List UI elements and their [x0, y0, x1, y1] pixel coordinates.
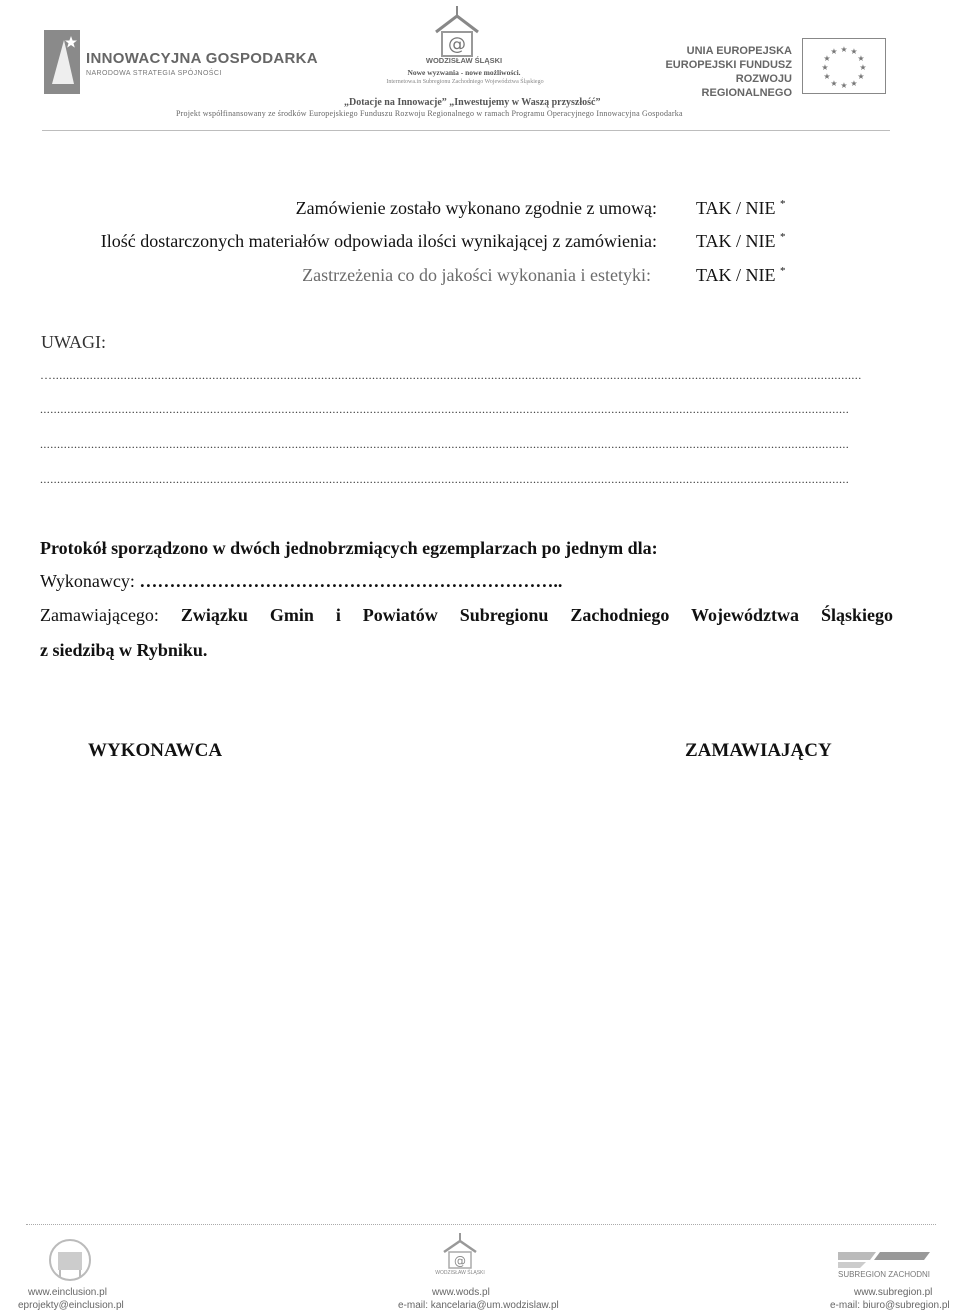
contractor-label: Wykonawcy: — [40, 571, 135, 591]
footer-divider — [26, 1224, 936, 1225]
question-answer: TAK / NIE * — [696, 265, 786, 285]
header-divider — [42, 130, 890, 131]
svg-text:★: ★ — [821, 63, 829, 72]
eu-flag-icon — [802, 38, 886, 94]
svg-text:★: ★ — [850, 47, 858, 56]
remarks-line: .............................................................................................................................................................................................................................................. — [40, 402, 850, 416]
remarks-line: .............................................................................................................................................................................................................................................. — [40, 472, 850, 486]
contractor-line — [40, 571, 562, 592]
footer-right-email[interactable]: e-mail: biuro@subregion.pl — [830, 1300, 950, 1311]
footer-left-email[interactable]: eprojekty@einclusion.pl — [18, 1300, 124, 1311]
project-slogan: „Dotacje na Innowacje” „Inwestujemy w Waszą przyszłość” — [344, 97, 601, 108]
orderer-label: Zamawiającego: — [40, 605, 159, 625]
orderer-line — [40, 605, 893, 626]
svg-text:★: ★ — [840, 81, 848, 90]
eu-line-3: ROZWOJU REGIONALNEGO — [701, 73, 792, 99]
wodzislaw-small-text: Internetowa.in Subregionu Zachodniego Województwa Śląskiego — [386, 79, 544, 85]
footer-center-site[interactable]: www.wods.pl — [432, 1287, 490, 1298]
wodzislaw-house-logo — [430, 4, 484, 60]
innowacyjna-gospodarka-logo — [44, 30, 80, 94]
signature-orderer: ZAMAWIAJĄCY — [685, 740, 832, 761]
wodzislaw-motto: Nowe wyzwania - nowe możliwości. — [407, 68, 521, 77]
innowacyjna-gospodarka-title: INNOWACYJNA GOSPODARKA — [86, 50, 318, 67]
remarks-label: UWAGI: — [41, 332, 106, 352]
innowacyjna-gospodarka-subtitle: NARODOWA STRATEGIA SPÓJNOŚCI — [86, 70, 222, 77]
subregion-logo-text: SUBREGION ZACHODNI — [837, 1270, 931, 1279]
footer-left-site[interactable]: www.einclusion.pl — [28, 1287, 107, 1298]
contractor-value: …………………………………………………………….. — [139, 571, 563, 591]
einclusion-logo — [40, 1238, 100, 1284]
svg-text:★: ★ — [830, 79, 838, 88]
question-label: Zamówienie zostało wykonano zgodnie z umową: — [295, 198, 657, 218]
eu-line-2: EUROPEJSKI FUNDUSZ — [665, 59, 792, 71]
wodzislaw-footer-logo — [440, 1232, 480, 1270]
svg-text:@: @ — [448, 34, 466, 55]
svg-text:★: ★ — [823, 72, 831, 81]
cofinancing-note: Projekt współfinansowany ze środków Europejskiego Funduszu Rozwoju Regionalnego w ramach Programu Operacyjnego Innowacyjna Gospodarka — [176, 109, 683, 118]
eu-line-1: UNIA EUROPEJSKA — [686, 45, 792, 57]
svg-text:@: @ — [454, 1254, 466, 1268]
protocol-heading: Protokół sporządzono w dwóch jednobrzmiących egzemplarzach po jednym dla: — [40, 538, 658, 558]
orderer-value: Związku Gmin i Powiatów Subregionu Zachodniego Województwa Śląskiego — [180, 605, 894, 625]
orderer-seat: z siedzibą w Rybniku. — [40, 640, 208, 660]
svg-text:★: ★ — [857, 72, 865, 81]
signature-contractor: WYKONAWCA — [88, 740, 223, 761]
wodzislaw-name: WODZISŁAW ŚLĄSKI — [425, 56, 503, 65]
svg-text:★: ★ — [859, 63, 867, 72]
svg-text:★: ★ — [850, 79, 858, 88]
subregion-zachodni-logo — [836, 1246, 932, 1280]
svg-text:★: ★ — [830, 47, 838, 56]
svg-text:★: ★ — [857, 54, 865, 63]
question-answer: TAK / NIE * — [696, 231, 786, 251]
question-label: Zastrzeżenia co do jakości wykonania i estetyki: — [302, 265, 651, 285]
eu-fund-text — [650, 44, 792, 100]
footer-right-site[interactable]: www.subregion.pl — [854, 1287, 933, 1298]
question-answer: TAK / NIE * — [696, 198, 786, 218]
footer-wodzislaw-name: WODZISŁAW ŚLĄSKI — [435, 1270, 485, 1276]
svg-text:★: ★ — [840, 45, 848, 54]
question-label: Ilość dostarczonych materiałów odpowiada ilości wynikającej z zamówienia: — [100, 231, 657, 251]
svg-text:★: ★ — [823, 54, 831, 63]
remarks-line: .............................................................................................................................................................................................................................................. — [40, 437, 850, 451]
footer-center-email[interactable]: e-mail: kancelaria@um.wodzislaw.pl — [398, 1300, 559, 1311]
remarks-line: ….............................................................................................................................................................................................................................................. — [40, 368, 862, 382]
